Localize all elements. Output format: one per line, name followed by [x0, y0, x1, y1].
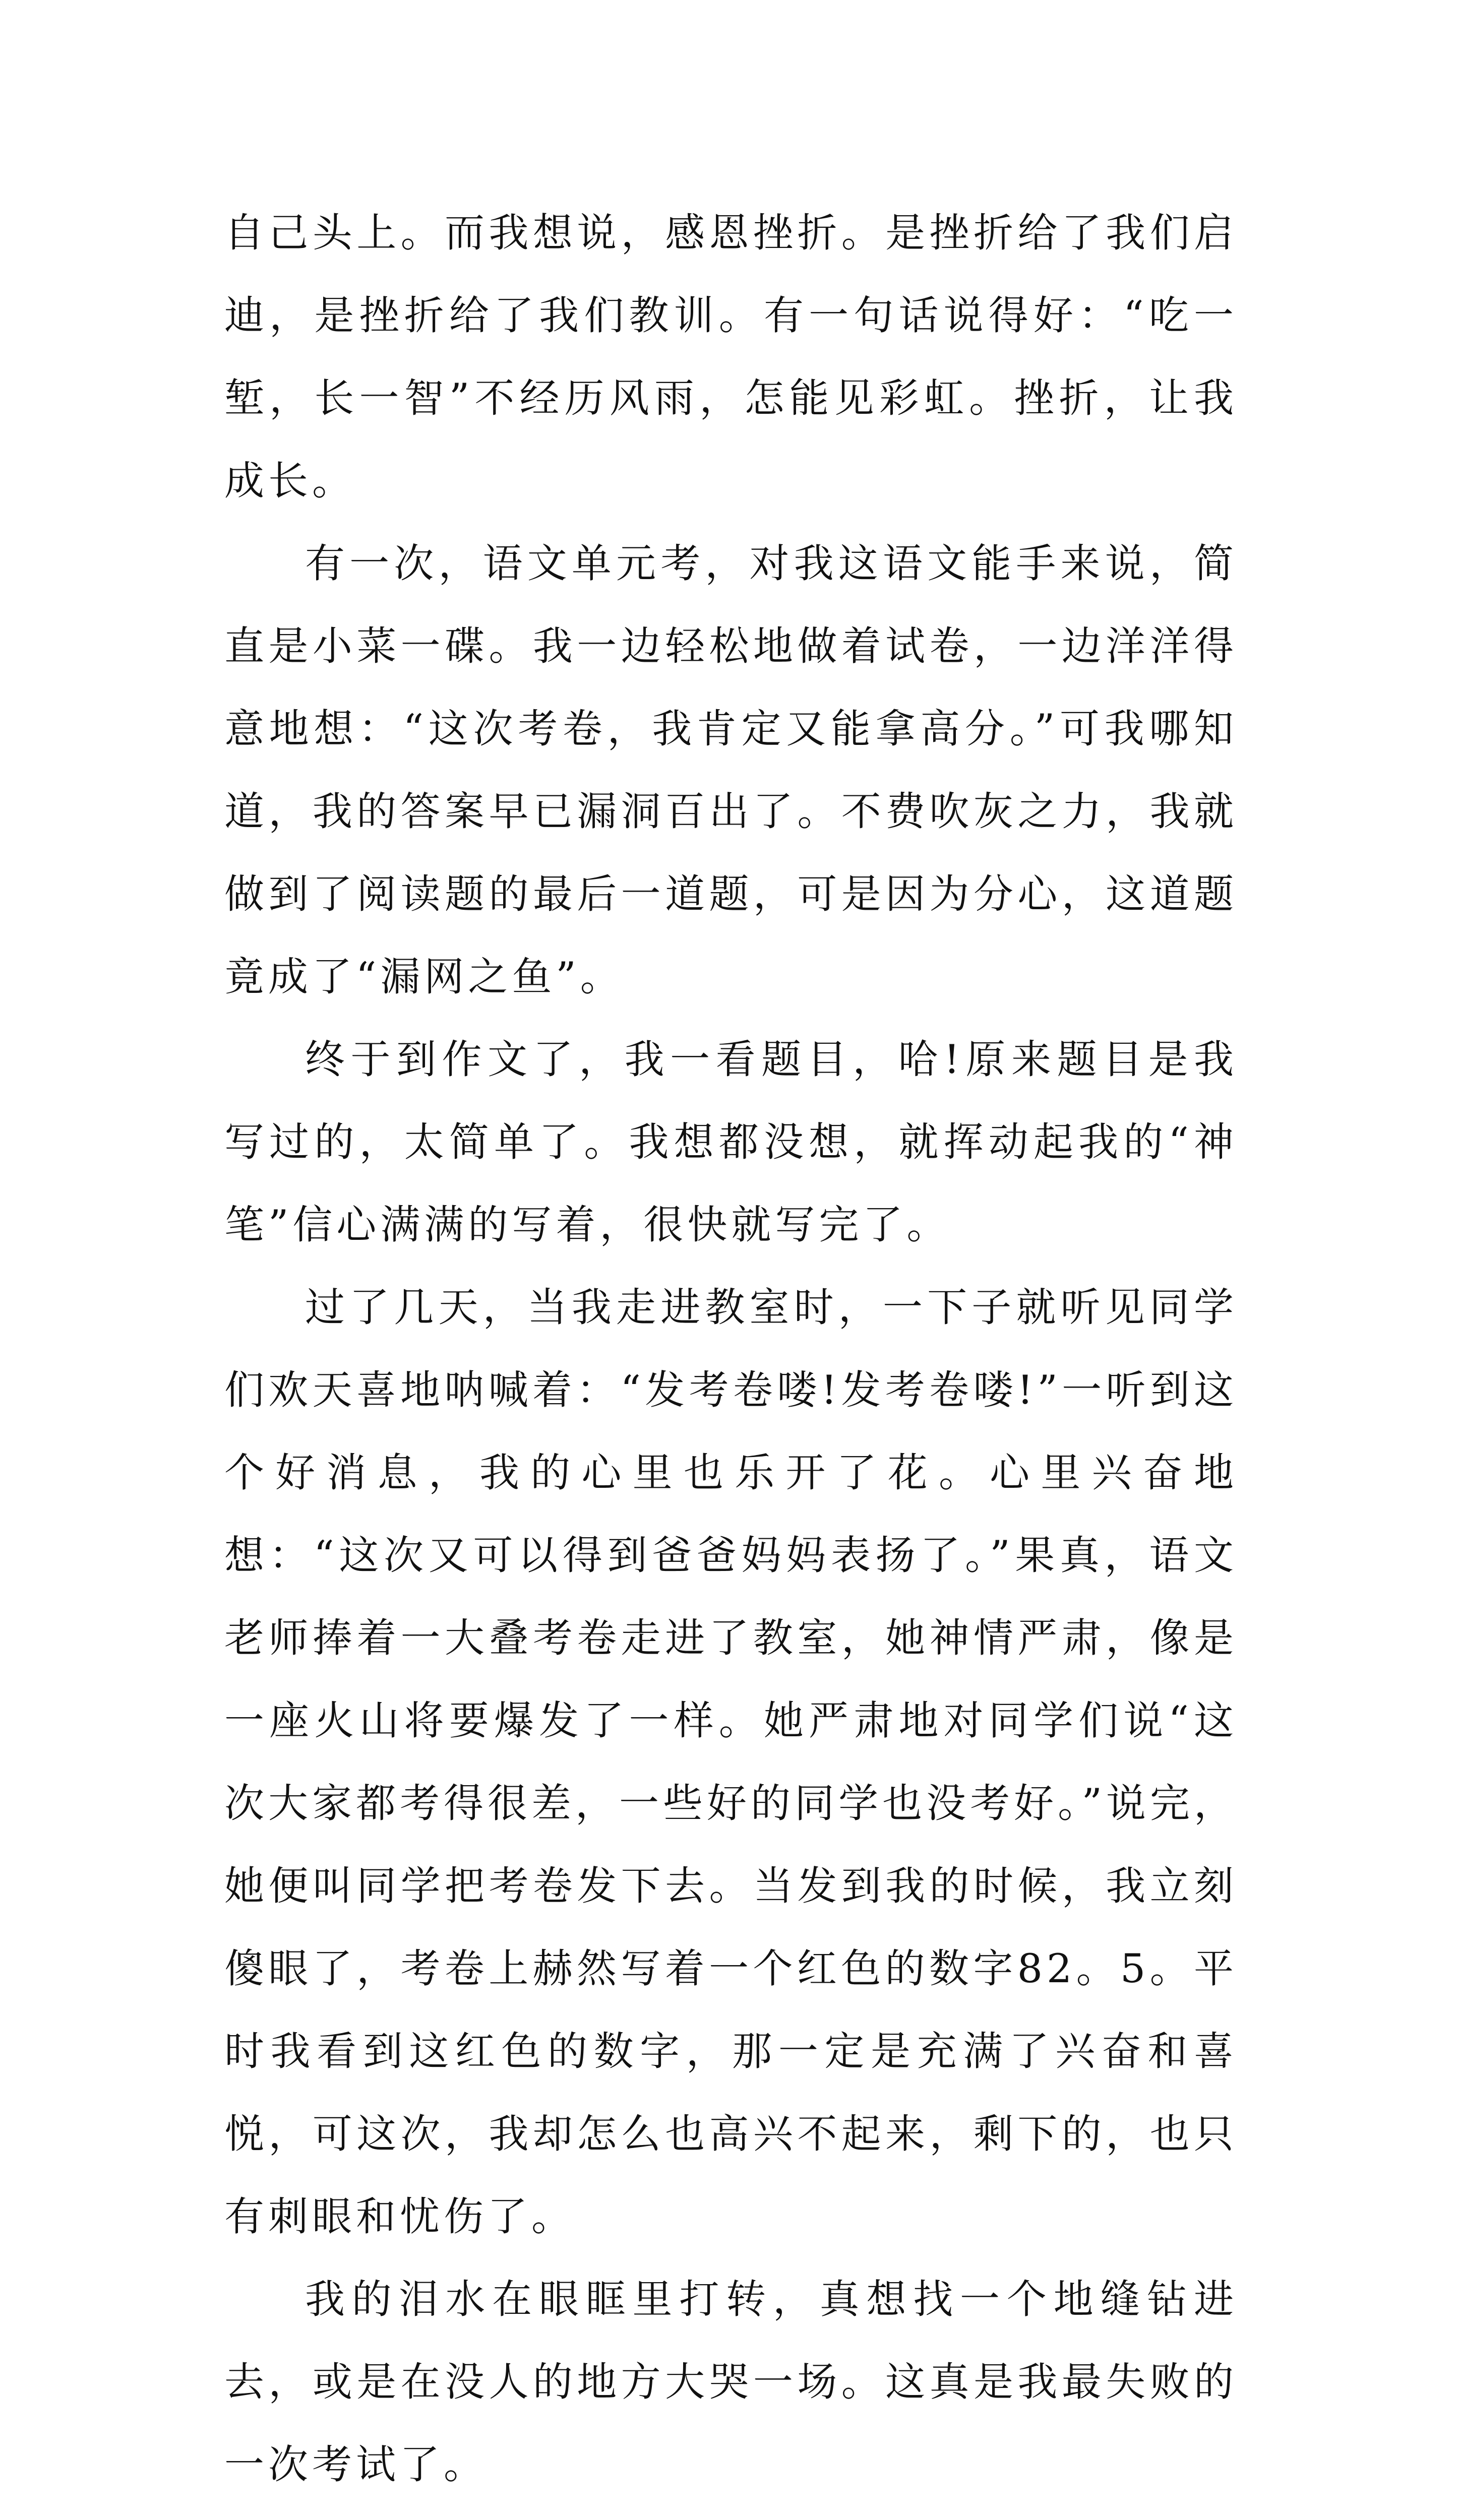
paragraph-continued: 自己头上。而我想说，感恩挫折。是挫折给了我们启迪，是挫折给了我们教训。有一句话说得好：“吃一堑，长一智”不经历风雨，怎能见彩虹。挫折，让我成长。	[224, 210, 1238, 504]
paragraph: 我的泪水在眼眶里打转，真想找一个地缝钻进去，或是在没人的地方大哭一场。这真是我最失败的一次考试了。	[224, 2276, 1238, 2488]
paragraph: 过了几天，当我走进教室时，一下子就听见同学们欢天喜地呐喊着：“发考卷喽!发考卷喽!”一听到这个好消息，我的心里也乐开了花。心里兴奋地想：“这次又可以得到爸爸妈妈表扬了。”果真，语文老师捧着一大叠考卷走进了教室，她神情严肃，像是一座火山将要爆发了一样。她严肃地对同学们说“这次大家都考得很差，一些好的同学也没考好。”说完，她便叫同学把考卷发下去。当发到我的时候，我立刻傻眼了，考卷上赫然写着一个红色的数字82。5。平时我看到这红色的数字，那一定是充满了兴奋和喜悦，可这次，我却怎么也高兴不起来，剩下的，也只有刺眼和忧伤了。	[224, 1284, 1238, 2240]
paragraph: 终于到作文了，我一看题目，哈!原来题目是我写过的，太简单了。我想都没想，就挥动起我的“神笔”信心满满的写着，很快就写完了。	[224, 1036, 1238, 1248]
paragraph: 有一次，语文单元考，对我这语文能手来说，简直是小菜一碟。我一边轻松地做着试卷，一边洋洋得意地想：“这次考卷，我肯定又能拿高分。”可我哪知道，我的答案早已漏洞百出了。不费吹灰之力，我就做到了阅读题的最后一道题，可是因为分心，这道题竟成了“漏网之鱼”。	[224, 540, 1238, 1000]
document-body	[224, 192, 1238, 2520]
paragraph-truncated	[224, 2506, 1238, 2520]
